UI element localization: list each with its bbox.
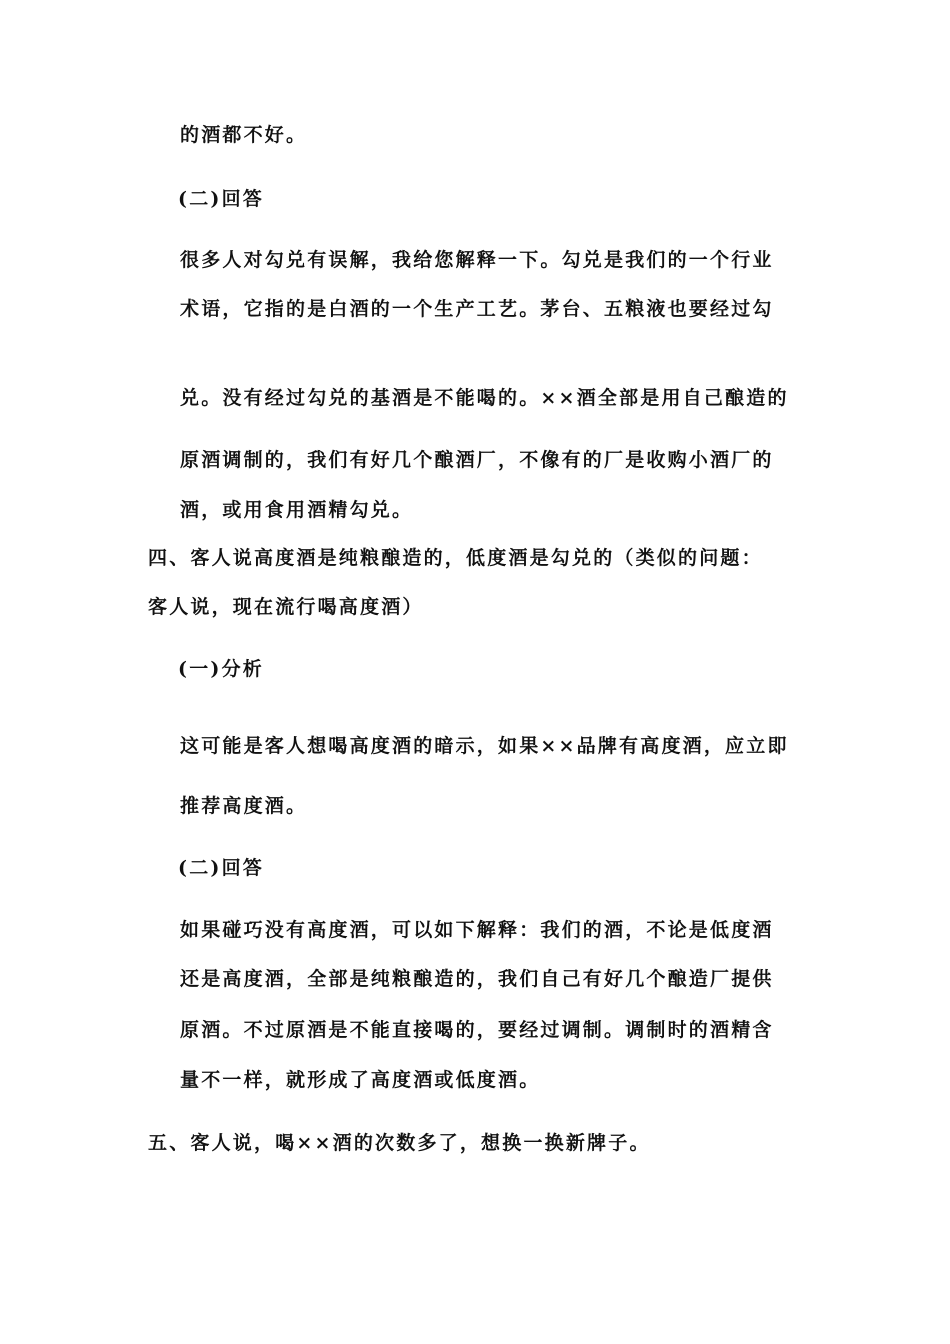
section-subheading: (二)回答 bbox=[178, 188, 264, 210]
section-subheading: (一)分析 bbox=[178, 658, 264, 680]
paragraph-line: 的酒都不好。 bbox=[180, 124, 308, 146]
section-heading: 五、客人说，喝××酒的次数多了，想换一换新牌子。 bbox=[148, 1132, 651, 1154]
paragraph-line: 还是高度酒，全部是纯粮酿造的，我们自己有好几个酿造厂提供 bbox=[180, 968, 774, 990]
paragraph-line: 这可能是客人想喝高度酒的暗示，如果××品牌有高度酒，应立即 bbox=[180, 735, 789, 757]
paragraph-line: 原酒调制的，我们有好几个酿酒厂，不像有的厂是收购小酒厂的 bbox=[180, 449, 774, 471]
section-heading-continued: 客人说，现在流行喝高度酒） bbox=[148, 596, 424, 618]
paragraph-line: 如果碰巧没有高度酒，可以如下解释：我们的酒，不论是低度酒 bbox=[180, 919, 774, 941]
section-heading: 四、客人说高度酒是纯粮酿造的，低度酒是勾兑的（类似的问题： bbox=[148, 547, 763, 569]
paragraph-line: 推荐高度酒。 bbox=[180, 795, 308, 817]
paragraph-line: 术语，它指的是白酒的一个生产工艺。茅台、五粮液也要经过勾 bbox=[180, 298, 774, 320]
paragraph-line: 兑。没有经过勾兑的基酒是不能喝的。××酒全部是用自己酿造的 bbox=[180, 387, 789, 409]
paragraph-line: 量不一样，就形成了高度酒或低度酒。 bbox=[180, 1069, 541, 1091]
paragraph-line: 很多人对勾兑有误解，我给您解释一下。勾兑是我们的一个行业 bbox=[180, 249, 774, 271]
paragraph-line: 酒，或用食用酒精勾兑。 bbox=[180, 499, 414, 521]
section-subheading: (二)回答 bbox=[178, 857, 264, 879]
paragraph-line: 原酒。不过原酒是不能直接喝的，要经过调制。调制时的酒精含 bbox=[180, 1019, 774, 1041]
